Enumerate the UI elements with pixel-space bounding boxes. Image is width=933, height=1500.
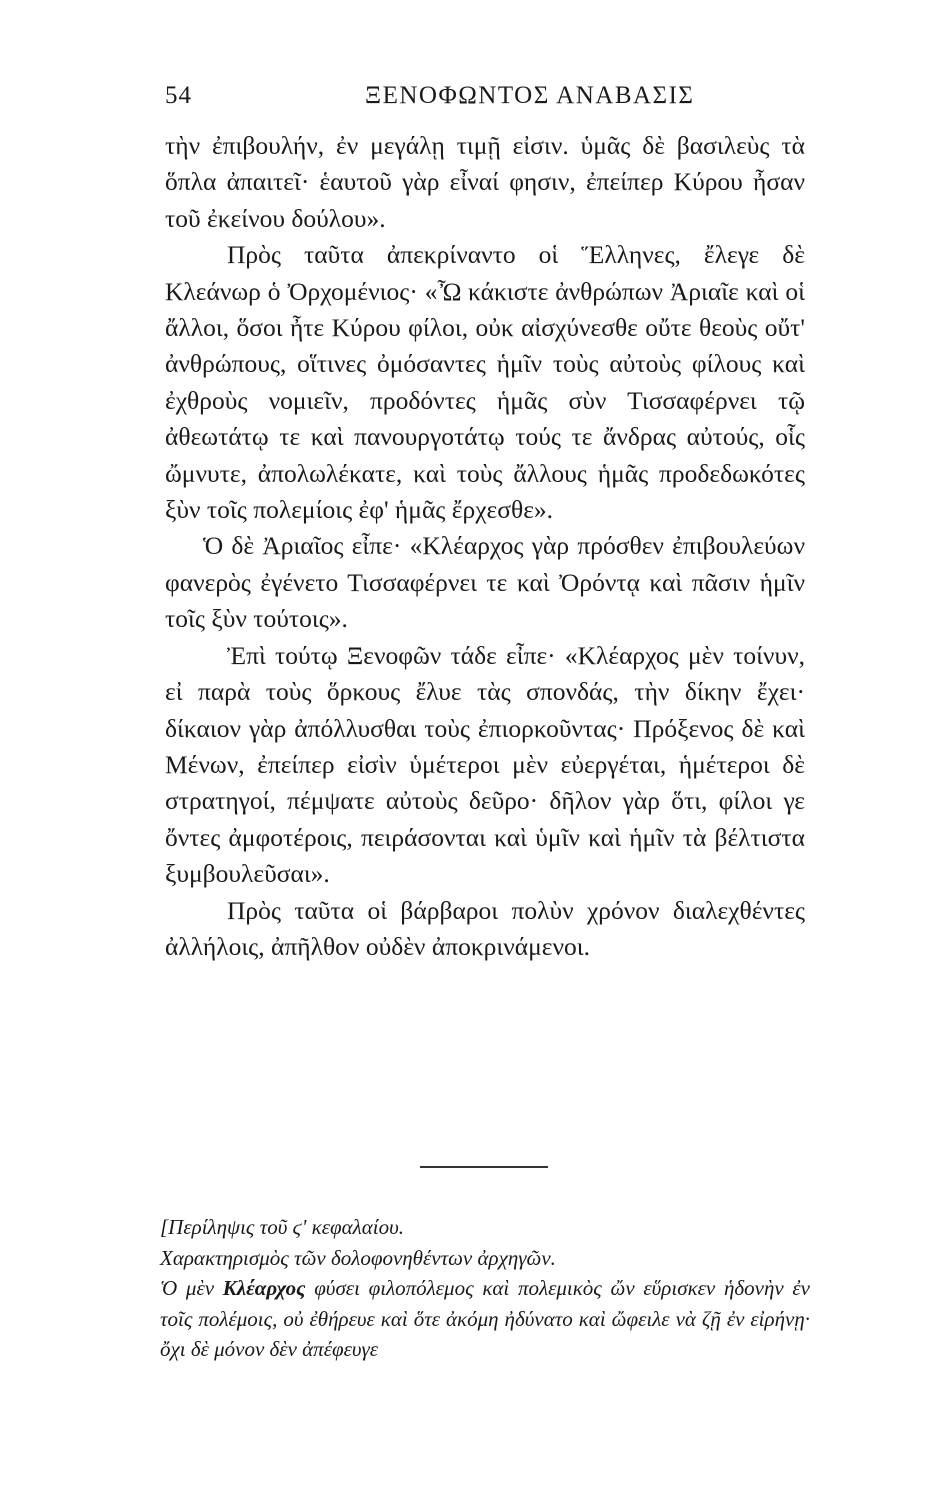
- paragraph-5: Πρὸς ταῦτα οἱ βάρβαροι πολὺν χρόνον διαλεχθέντες ἀλλήλοις, ἀπῆλθον οὐδὲν ἀποκρινάμενοι.: [165, 895, 805, 961]
- paragraph-2: Πρὸς ταῦτα ἀπεκρίναντο οἱ Ἕλληνες, ἔλεγε δὲ Κλεάνωρ ὁ Ὀρχομένιος· «Ὦ κάκιστε ἀνθρώπων Ἀριαῖε καὶ οἱ ἄλλοι, ὅσοι ἦτε Κύρου φίλοι, οὐκ αἰσχύνεσθε οὔτε θεοὺς οὔτ' ἀνθρώπους, οἵτινες ὀμόσαντες ἡμῖν τοὺς αὐτοὺς φίλους καὶ ἐχθροὺς νομιεῖν, προδόντες ἡμᾶς σὺν Τισσαφέρνει τῷ ἀθεωτάτῳ τε καὶ πανουργοτάτῳ τούς τε ἄνδρας αὐτούς, οἷς ὤμνυτε, ἀπολωλέκατε, καὶ τοὺς ἄλλους ἡμᾶς προδεδωκότες ξὺν τοῖς πολεμίοις ἐφ' ἡμᾶς ἔρχεσθε».: [165, 240, 805, 525]
- page-header: [165, 82, 815, 116]
- summary-body-start: Ὁ μὲν: [160, 1276, 223, 1300]
- summary-body-rest: φύσει φιλοπόλεμος καὶ πολεμικὸς ὤν εὕρισκεν ἡδονὴν ἐν τοῖς πολέμοις, οὐ ἐθήρευε καὶ ὅτε ἀκόμη ἠδύνατο καὶ ὤφειλε νὰ ζῇ ἐν εἰρήνῃ· ὄχι δὲ μόνον δὲν ἀπέφευγε: [160, 1276, 810, 1361]
- paragraph-4: Ἐπὶ τούτῳ Ξενοφῶν τάδε εἶπε· «Κλέαρχος μὲν τοίνυν, εἰ παρὰ τοὺς ὅρκους ἔλυε τὰς σπονδάς, τὴν δίκην ἔχει· δίκαιον γὰρ ἀπόλλυσθαι τοὺς ἐπιορκοῦντας· Πρόξενος δὲ καὶ Μένων, ἐπείπερ εἰσὶν ὑμέτεροι μὲν εὐεργέται, ἡμέτεροι δὲ στρατηγοί, πέμψατε αὐτοὺς δεῦρο· δῆλον γὰρ ὅτι, φίλοι γε ὄντες ἀμφοτέροις, πειράσονται καὶ ὑμῖν καὶ ἡμῖν τὰ βέλτιστα ξυμβουλεῦσαι».: [165, 640, 805, 889]
- section-divider: [420, 1166, 548, 1168]
- main-text: [165, 128, 805, 965]
- paragraph-1: τὴν ἐπιβουλήν, ἐν μεγάλῃ τιμῇ εἰσιν. ὑμᾶς δὲ βασιλεὺς τὰ ὅπλα ἀπαιτεῖ· ἑαυτοῦ γὰρ εἶναί φησιν, ἐπείπερ Κύρου ἦσαν τοῦ ἐκείνου δούλου».: [165, 131, 805, 233]
- page-number: 54: [165, 82, 192, 109]
- summary-subtitle: Χαρακτηρισμὸς τῶν δολοφονηθέντων ἀρχηγῶν.: [160, 1245, 556, 1270]
- summary-body: [160, 1273, 810, 1365]
- summary-title: [Περίληψις τοῦ ϛ' κεφαλαίου.: [160, 1215, 405, 1239]
- paragraph-3: Ὁ δὲ Ἀριαῖος εἶπε· «Κλέαρχος γὰρ πρόσθεν ἐπιβουλεύων φανερὸς ἐγένετο Τισσαφέρνει τε καὶ Ὀρόντᾳ καὶ πᾶσιν ἡμῖν τοῖς ξὺν τούτοις».: [165, 531, 805, 634]
- summary-body-name: Κλέαρχος: [222, 1276, 306, 1300]
- running-head: ΞΕΝΟΦΩΝΤΟΣ ΑΝΑΒΑΣΙΣ: [365, 82, 695, 109]
- chapter-summary: [160, 1212, 810, 1365]
